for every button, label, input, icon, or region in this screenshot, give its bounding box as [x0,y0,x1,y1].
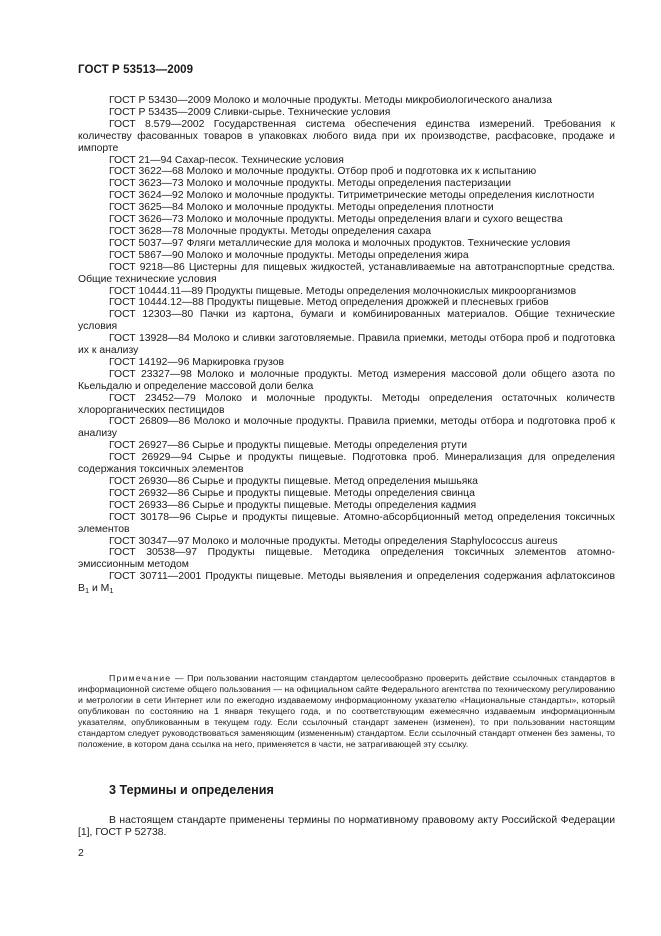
reference-item: ГОСТ 26809—86 Молоко и молочные продукты. Правила приемки, методы отбора и подготовка проб к анализу [78,416,615,440]
reference-item: ГОСТ 10444.11—89 Продукты пищевые. Методы определения молочнокислых микроорганизмов [109,285,577,297]
reference-item: ГОСТ 10444.12—88 Продукты пищевые. Метод определения дрожжей и плесневых грибов [109,297,549,309]
reference-item: ГОСТ 26930—86 Сырье и продукты пищевые. Метод определения мышьяка [109,476,478,487]
reference-item: ГОСТ 3625—84 Молоко и молочные продукты. Методы определения плотности [109,202,494,214]
reference-item: ГОСТ 5867—90 Молоко и молочные продукты. Методы определения жира [109,249,469,261]
reference-item: ГОСТ 3622—68 Молоко и молочные продукты. Отбор проб и подготовка их к испытанию [109,166,537,178]
references-note [78,673,615,750]
normative-references-list [78,95,615,595]
reference-item: ГОСТ 21—94 Сахар-песок. Технические условия [109,154,344,166]
reference-item: ГОСТ 14192—96 Маркировка грузов [109,356,285,368]
section-heading: 3 Термины и определения [109,783,274,797]
reference-item: ГОСТ 3623—73 Молоко и молочные продукты. Методы определения пастеризации [109,178,512,190]
reference-item: ГОСТ 9218—86 Цистерны для пищевых жидкостей, устанавливаемые на автотранспортные средства. Общие технические условия [78,261,615,285]
reference-item: ГОСТ 3624—92 Молоко и молочные продукты. Титриметрические методы определения кислотности [109,190,595,202]
reference-item: ГОСТ 30178—96 Сырье и продукты пищевые. Атомно-абсорбционный метод определения токсичных элементов [78,511,615,535]
section-body: В настоящем стандарте применены термины по нормативному правовому акту Российской Федерации [1], ГОСТ Р 52738. [78,815,615,839]
reference-item: ГОСТ 5037—97 Фляги металлические для молока и молочных продуктов. Технические условия [109,237,571,249]
page-number: 2 [78,848,84,859]
reference-item: ГОСТ 30538—97 Продукты пищевые. Методика определения токсичных элементов атомно-эмиссионным методом [78,547,615,571]
reference-item: ГОСТ Р 53430—2009 Молоко и молочные продукты. Методы микробиологического анализа [109,95,552,106]
reference-item: ГОСТ 3626—73 Молоко и молочные продукты. Методы определения влаги и сухого вещества [109,214,563,226]
reference-item: ГОСТ 23452—79 Молоко и молочные продукты. Методы определения остаточных количеств хлорорганических пестицидов [78,392,615,416]
reference-item: ГОСТ 23327—98 Молоко и молочные продукты. Метод измерения массовой доли общего азота по Кьельдалю и определение массовой доли белка [78,368,615,392]
reference-item: ГОСТ 26932—86 Сырье и продукты пищевые. Методы определения свинца [109,487,475,499]
reference-item: ГОСТ 12303—80 Пачки из картона, бумаги и комбинированных материалов. Общие технические условия [78,309,615,333]
reference-item: ГОСТ 26927—86 Сырье и продукты пищевые. Методы определения ртути [109,440,468,452]
reference-item: ГОСТ 26933—86 Сырье и продукты пищевые. Методы определения кадмия [109,499,477,511]
document-header: ГОСТ Р 53513—2009 [78,64,194,76]
note-label: Примечание [109,673,172,683]
reference-item: ГОСТ 3628—78 Молочные продукты. Методы определения сахара [109,225,432,237]
reference-item-aflatoxins: ГОСТ 30711—2001 Продукты пищевые. Методы выявления и определения содержания афлатоксинов $B_1$ и $M_1$ [78,571,615,596]
reference-item: ГОСТ 26929—94 Сырье и продукты пищевые. Подготовка проб. Минерализация для определения содержания токсичных элементов [78,452,615,476]
reference-item: ГОСТ Р 53435—2009 Сливки-сырье. Технические условия [109,106,391,118]
reference-item: ГОСТ 30347—97 Молоко и молочные продукты. Методы определения Staphylococcus aureus [109,535,558,547]
reference-item: ГОСТ 13928—84 Молоко и сливки заготовляемые. Правила приемки, методы отбора проб и подготовка их к анализу [78,333,615,357]
reference-item: ГОСТ 8.579—2002 Государственная система обеспечения единства измерений. Требования к количеству фасованных товаров в упаковках любого вида при их производстве, расфасовке, продаже и импорте [78,118,615,154]
note-text: — При пользовании настоящим стандартом целесообразно проверить действие ссылочных стандартов в информационной системе общего пользования — на официальном сайте Федерального агентства по техническому регулированию и метрологии в сети Интернет или по ежегодно издаваемому информационному указателю «Национальные стандарты», который опубликован по состоянию на 1 января текущего года, и по соответствующим ежемесячно издаваемым информационным указателям, опубликованным в текущем году. Если ссылочный стандарт заменен (изменен), то при пользовании настоящим стандартом следует руководствоваться заменяющим (измененным) стандартом. Если ссылочный стандарт отменен без замены, то положение, в котором дана ссылка на него, применяется в части, не затрагивающей эту ссылку. [78,673,615,749]
